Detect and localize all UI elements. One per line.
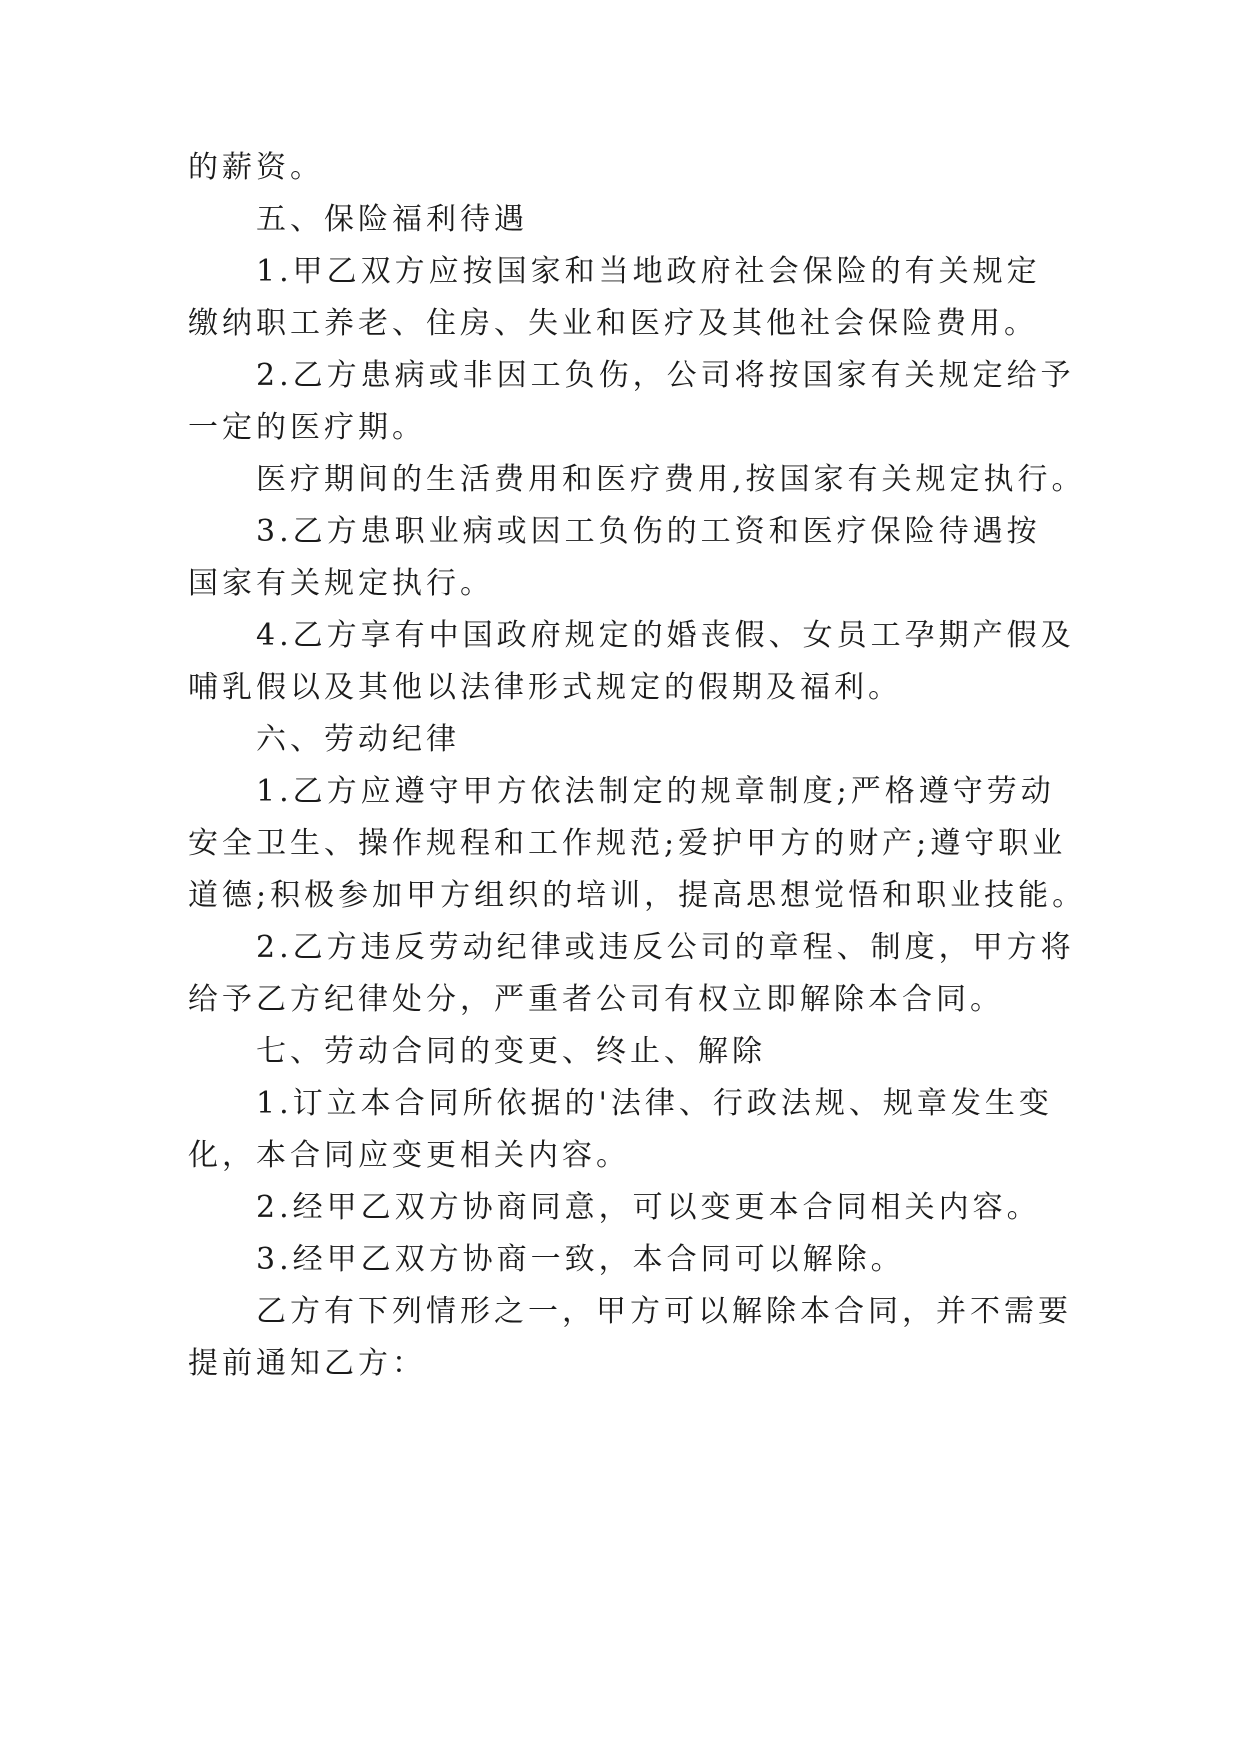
text-line: 道德;积极参加甲方组织的培训，提高思想觉悟和职业技能。 — [188, 878, 1087, 913]
text-line: 3.乙方患职业病或因工负伤的工资和医疗保险待遇按 — [256, 514, 1041, 549]
text-line: 1.甲乙双方应按国家和当地政府社会保险的有关规定 — [256, 254, 1041, 289]
text-line: 1.订立本合同所依据的'法律、行政法规、规章发生变 — [256, 1086, 1053, 1121]
text-line: 3.经甲乙双方协商一致，本合同可以解除。 — [256, 1242, 905, 1277]
text-line: 哺乳假以及其他以法律形式规定的假期及福利。 — [188, 670, 902, 705]
text-line: 国家有关规定执行。 — [188, 566, 494, 601]
text-line: 2.经甲乙双方协商同意，可以变更本合同相关内容。 — [256, 1190, 1041, 1225]
text-line: 4.乙方享有中国政府规定的婚丧假、女员工孕期产假及 — [256, 618, 1075, 653]
text-line: 提前通知乙方： — [188, 1346, 426, 1381]
text-line: 给予乙方纪律处分，严重者公司有权立即解除本合同。 — [188, 982, 1004, 1017]
text-line: 2.乙方违反劳动纪律或违反公司的章程、制度，甲方将 — [256, 930, 1075, 965]
text-line: 乙方有下列情形之一，甲方可以解除本合同，并不需要 — [256, 1294, 1072, 1329]
text-line: 2.乙方患病或非因工负伤，公司将按国家有关规定给予 — [256, 358, 1075, 393]
text-line: 1.乙方应遵守甲方依法制定的规章制度;严格遵守劳动 — [256, 774, 1055, 809]
section-heading: 五、保险福利待遇 — [256, 202, 528, 237]
section-heading: 七、劳动合同的变更、终止、解除 — [256, 1034, 766, 1069]
text-line: 医疗期间的生活费用和医疗费用,按国家有关规定执行。 — [256, 462, 1086, 497]
text-line: 化，本合同应变更相关内容。 — [188, 1138, 630, 1173]
text-line: 缴纳职工养老、住房、失业和医疗及其他社会保险费用。 — [188, 306, 1038, 341]
text-line: 安全卫生、操作规程和工作规范;爱护甲方的财产;遵守职业 — [188, 826, 1067, 861]
section-heading: 六、劳动纪律 — [256, 722, 460, 757]
text-line: 一定的医疗期。 — [188, 410, 426, 445]
text-line: 的薪资。 — [188, 150, 324, 185]
